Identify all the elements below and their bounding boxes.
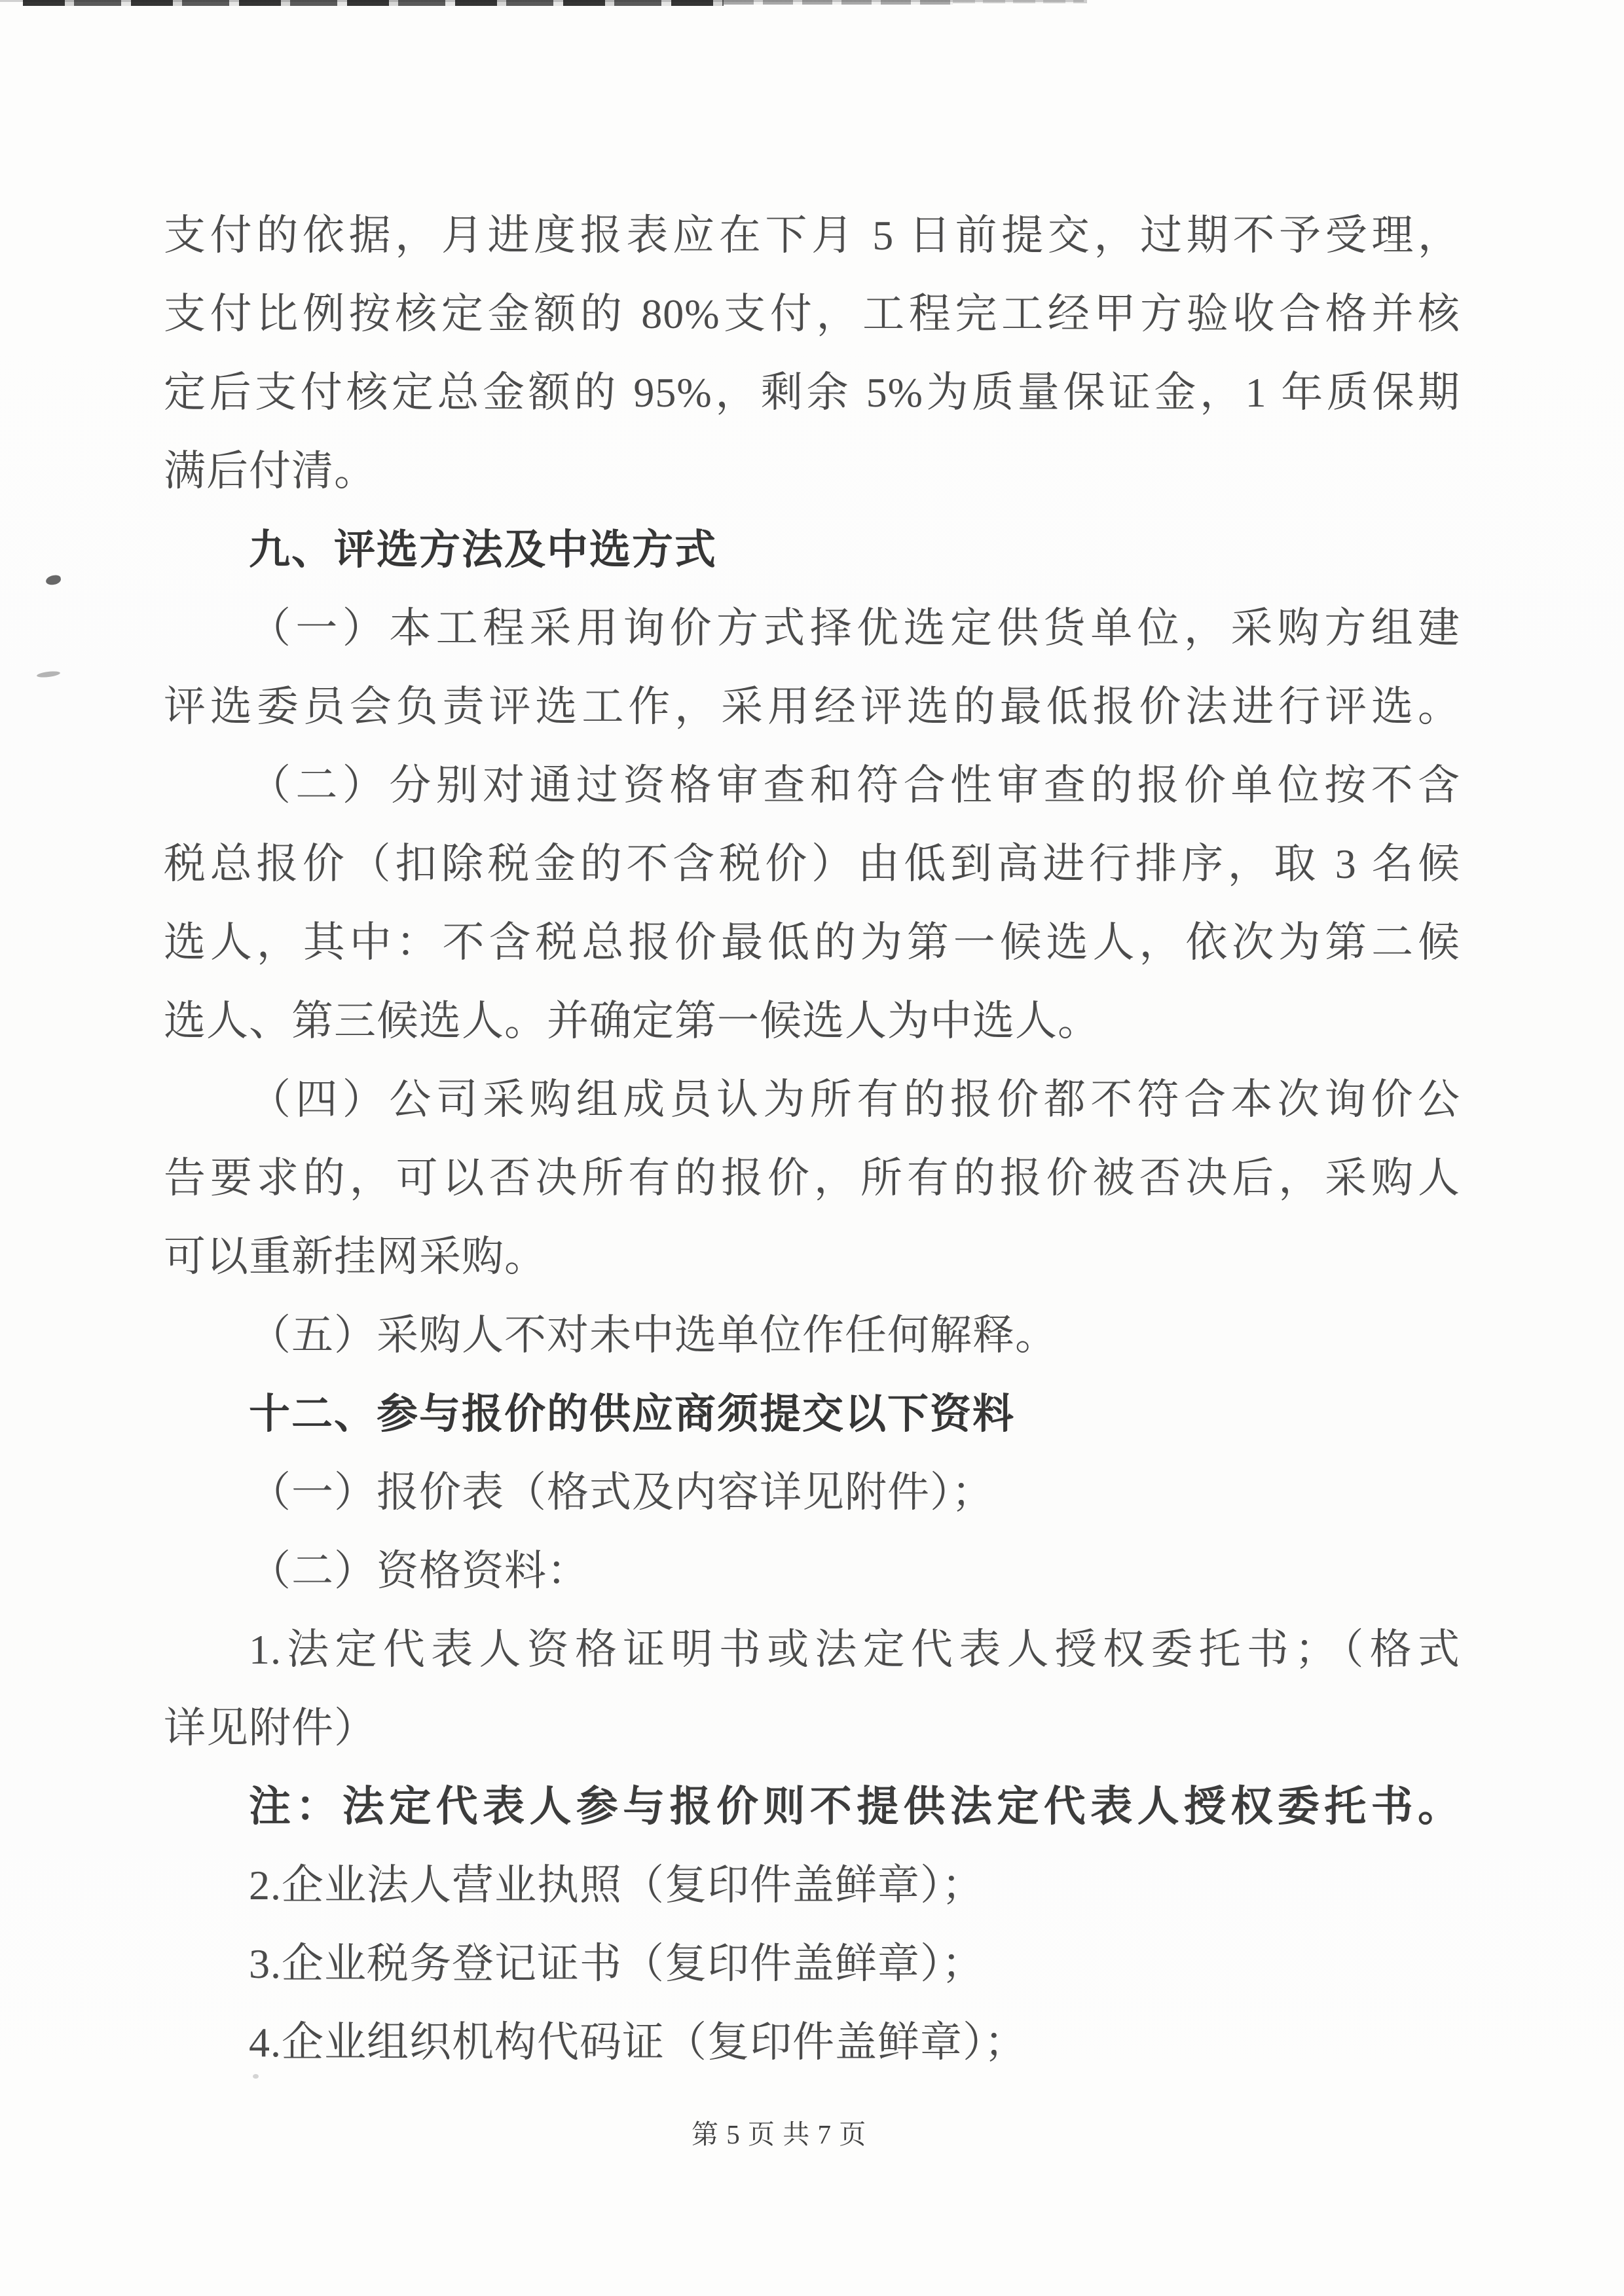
text-line: 4.企业组织机构代码证（复印件盖鲜章）； (249, 2019, 1027, 2066)
text-line: 支付的依据，月进度报表应在下月 5 日前提交，过期不予受理， (164, 212, 1460, 259)
text-line: 选人、第三候选人。并确定第一候选人为中选人。 (164, 998, 1100, 1044)
text-line: 支付比例按核定金额的 80%支付，工程完工经甲方验收合格并核 (164, 291, 1460, 337)
text-line: 选人，其中：不含税总报价最低的为第一候选人，依次为第二候 (164, 919, 1460, 966)
text-line: 3.企业税务登记证书（复印件盖鲜章）； (249, 1941, 984, 1987)
scan-artifact-mid (724, 0, 953, 5)
text-line: 可以重新挂网采购。 (164, 1233, 547, 1280)
text-line: 2.企业法人营业执照（复印件盖鲜章）； (249, 1862, 984, 1908)
text-line: （二）分别对通过资格审查和符合性审查的报价单位按不含 (249, 762, 1460, 809)
text-line: 详见附件） (164, 1705, 377, 1751)
text-line: 满后付清。 (164, 448, 377, 494)
text-line: 评选委员会负责评选工作，采用经评选的最低报价法进行评选。 (164, 683, 1460, 730)
page-number-footer: 第 5 页 共 7 页 (692, 2119, 867, 2149)
section-heading: 十二、参与报价的供应商须提交以下资料 (249, 1391, 1015, 1437)
text-line: （五）采购人不对未中选单位作任何解释。 (249, 1312, 1058, 1358)
text-line: 定后支付核定总金额的 95%，剩余 5%为质量保证金，1 年质保期 (164, 369, 1460, 416)
scan-speck (45, 574, 62, 585)
text-line: （一）本工程采用询价方式择优选定供货单位，采购方组建 (249, 605, 1460, 651)
text-line: 1.法定代表人资格证明书或法定代表人授权委托书；（格式 (249, 1626, 1460, 1673)
section-heading: 九、评选方法及中选方式 (249, 527, 717, 573)
scan-artifact-faint (953, 0, 1087, 3)
scan-speck (37, 670, 61, 678)
note-line: 注：法定代表人参与报价则不提供法定代表人授权委托书。 (249, 1783, 1460, 1830)
text-line: 告要求的，可以否决所有的报价，所有的报价被否决后，采购人 (164, 1155, 1460, 1201)
text-line: 税总报价（扣除税金的不含税价）由低到高进行排序，取 3 名候 (164, 841, 1460, 887)
document-body (164, 196, 1460, 2082)
text-line: （一）报价表（格式及内容详见附件）； (249, 1469, 994, 1516)
text-line: （四）公司采购组成员认为所有的报价都不符合本次询价公 (249, 1076, 1460, 1123)
scan-artifact-dark (23, 0, 724, 6)
text-line: （二）资格资料： (249, 1548, 589, 1594)
